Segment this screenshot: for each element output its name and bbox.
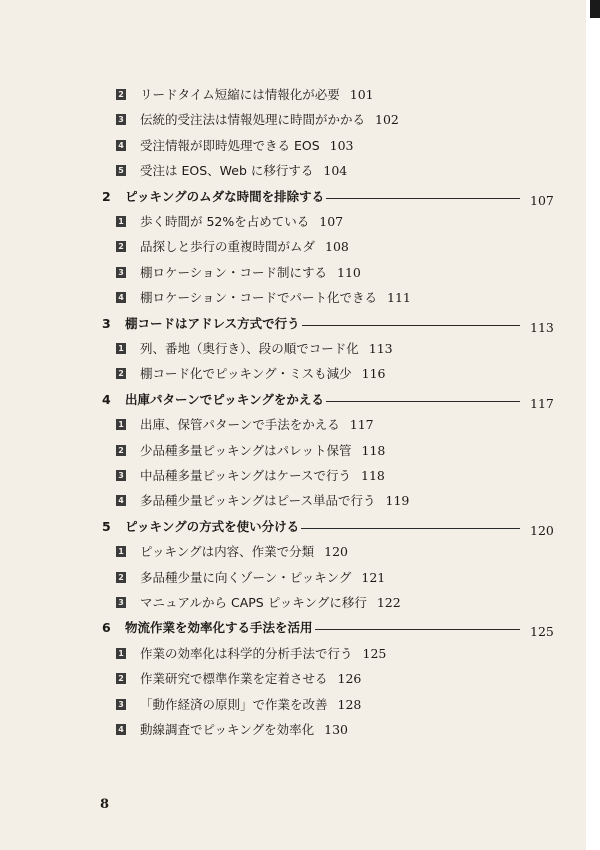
subsection-entry <box>0 211 600 237</box>
subsection-entry <box>0 287 600 313</box>
section-title <box>125 313 302 335</box>
section-entry <box>0 617 600 643</box>
entry-title-text: 作業の効率化は科学的分析手法で行う <box>140 645 353 661</box>
subsection-number-box: 3 <box>116 699 126 710</box>
section-entry <box>0 313 600 339</box>
entry-title-text: 出庫、保管パターンで手法をかえる <box>140 417 340 433</box>
subsection-title <box>140 109 399 131</box>
section-entry <box>0 516 600 542</box>
entry-title-text: ピッキングは内容、作業で分類 <box>140 544 315 560</box>
section-title <box>125 186 326 208</box>
subsection-title <box>140 363 386 385</box>
edge-mark <box>590 0 600 18</box>
page-ref: 118 <box>361 442 386 458</box>
page-ref: 107 <box>319 214 344 229</box>
page-ref: 128 <box>337 696 362 712</box>
section-entry <box>0 389 600 415</box>
subsection-number-box: 4 <box>116 292 126 303</box>
subsection-entry <box>0 84 600 110</box>
subsection-number-box: 1 <box>116 648 126 659</box>
section-number: 2 <box>102 188 111 204</box>
section-number: 4 <box>102 391 111 407</box>
subsection-number-box: 1 <box>116 546 126 557</box>
subsection-entry <box>0 135 600 161</box>
subsection-number-box: 2 <box>116 89 126 100</box>
entry-title-text: 「動作経済の原則」で作業を改善 <box>140 696 328 712</box>
subsection-entry <box>0 160 600 186</box>
entry-title-text: 品探しと歩行の重複時間がムダ <box>140 239 316 255</box>
subsection-title <box>140 719 348 741</box>
subsection-number-box: 3 <box>116 597 126 608</box>
entry-title-text: ピッキングのムダな時間を排除する <box>125 188 325 204</box>
subsection-number-box: 2 <box>116 445 126 456</box>
entry-title-text: 棚ロケーション・コードでパート化できる <box>140 290 378 306</box>
page-ref: 107 <box>530 192 554 208</box>
section-title <box>125 516 301 538</box>
page-ref: 113 <box>530 319 554 335</box>
page-ref: 117 <box>530 395 554 411</box>
subsection-entry <box>0 109 600 135</box>
page-ref: 122 <box>376 595 401 610</box>
subsection-title <box>140 160 347 182</box>
entry-title-text: 棚コードはアドレス方式で行う <box>125 315 300 331</box>
subsection-entry <box>0 414 600 440</box>
subsection-entry <box>0 541 600 567</box>
subsection-number-box: 1 <box>116 419 126 430</box>
page-ref: 116 <box>361 366 386 382</box>
entry-title-text: 作業研究で標準作業を定着させる <box>140 671 328 687</box>
subsection-title <box>140 440 385 462</box>
page-ref: 130 <box>324 722 348 737</box>
entry-title-text: 多品種少量ピッキングはピース単品で行う <box>140 493 376 509</box>
subsection-entry <box>0 643 600 669</box>
subsection-number-box: 4 <box>116 495 126 506</box>
subsection-title <box>140 567 385 589</box>
subsection-number-box: 1 <box>116 216 126 227</box>
subsection-number-box: 4 <box>116 140 126 151</box>
page-ref: 125 <box>362 645 387 661</box>
section-entry <box>0 186 600 212</box>
subsection-title <box>140 262 361 284</box>
subsection-title <box>140 465 385 487</box>
subsection-title <box>140 236 349 258</box>
entry-title-text: リードタイム短縮には情報化が必要 <box>140 87 340 102</box>
subsection-entry <box>0 490 600 516</box>
entry-title-text: 伝統的受注法は情報処理に時間がかかる <box>140 112 366 128</box>
page-ref: 120 <box>530 522 554 538</box>
entry-title-text: 受注は EOS、Web に移行する <box>140 163 314 179</box>
page-ref: 113 <box>368 341 393 356</box>
entry-title-text: 受注情報が即時処理できる EOS <box>140 137 320 153</box>
page-ref: 126 <box>337 671 362 687</box>
subsection-title <box>140 338 393 360</box>
subsection-title <box>140 287 411 309</box>
entry-title-text: 動線調査でピッキングを効率化 <box>140 722 315 737</box>
subsection-entry <box>0 719 600 745</box>
subsection-title <box>140 643 386 665</box>
subsection-number-box: 2 <box>116 673 126 684</box>
subsection-number-box: 4 <box>116 724 126 735</box>
subsection-entry <box>0 592 600 618</box>
subsection-number-box: 2 <box>116 368 126 379</box>
page-ref: 119 <box>385 493 410 509</box>
page-ref: 120 <box>324 544 348 560</box>
page-ref: 118 <box>361 468 385 483</box>
subsection-number-box: 3 <box>116 470 126 481</box>
page-ref: 103 <box>329 137 354 153</box>
section-title <box>125 389 326 411</box>
page-ref: 101 <box>349 87 374 102</box>
subsection-entry <box>0 440 600 466</box>
entry-title-text: 物流作業を効率化する手法を活用 <box>125 620 313 636</box>
subsection-number-box: 2 <box>116 572 126 583</box>
subsection-title <box>140 211 343 233</box>
entry-title-text: 歩く時間が 52%を占めている <box>140 214 310 229</box>
page-ref: 110 <box>337 264 361 280</box>
page-ref: 121 <box>361 569 386 585</box>
entry-title-text: 列、番地（奥行き）、段の順でコード化 <box>140 341 359 356</box>
page-ref: 111 <box>387 290 411 306</box>
entry-title-text: 棚コード化でピッキング・ミスも減少 <box>140 366 352 382</box>
page-number: 8 <box>100 797 110 812</box>
subsection-number-box: 3 <box>116 114 126 125</box>
subsection-title <box>140 135 354 157</box>
subsection-number-box: 3 <box>116 267 126 278</box>
entry-title-text: 中品種多量ピッキングはケースで行う <box>140 468 352 483</box>
page-ref: 117 <box>349 417 374 433</box>
entry-title-text: 少品種多量ピッキングはパレット保管 <box>140 442 352 458</box>
entry-title-text: ピッキングの方式を使い分ける <box>125 518 300 534</box>
subsection-title <box>140 541 348 563</box>
page-ref: 108 <box>325 239 349 255</box>
entry-title-text: 出庫パターンでピッキングをかえる <box>125 391 324 407</box>
subsection-entry <box>0 338 600 364</box>
page-ref: 125 <box>530 624 554 640</box>
entry-title-text: マニュアルから CAPS ピッキングに移行 <box>140 595 367 610</box>
entry-title-text: 棚ロケーション・コード制にする <box>140 264 328 280</box>
subsection-number-box: 2 <box>116 241 126 252</box>
entry-title-text: 多品種少量に向くゾーン・ピッキング <box>140 569 352 585</box>
subsection-title <box>140 592 401 614</box>
page-ref: 102 <box>375 112 399 128</box>
subsection-entry <box>0 262 600 288</box>
subsection-entry <box>0 236 600 262</box>
section-number: 6 <box>102 620 111 636</box>
subsection-entry <box>0 465 600 491</box>
section-number: 3 <box>102 315 111 331</box>
subsection-title <box>140 668 361 690</box>
subsection-entry <box>0 668 600 694</box>
section-number: 5 <box>102 518 111 534</box>
subsection-entry <box>0 694 600 720</box>
subsection-number-box: 1 <box>116 343 126 354</box>
subsection-entry <box>0 567 600 593</box>
subsection-title <box>140 694 361 716</box>
page-ref: 104 <box>323 163 348 179</box>
subsection-title <box>140 490 409 512</box>
subsection-title <box>140 414 374 436</box>
subsection-entry <box>0 363 600 389</box>
subsection-title <box>140 84 374 106</box>
subsection-number-box: 5 <box>116 165 126 176</box>
section-title <box>125 617 315 639</box>
